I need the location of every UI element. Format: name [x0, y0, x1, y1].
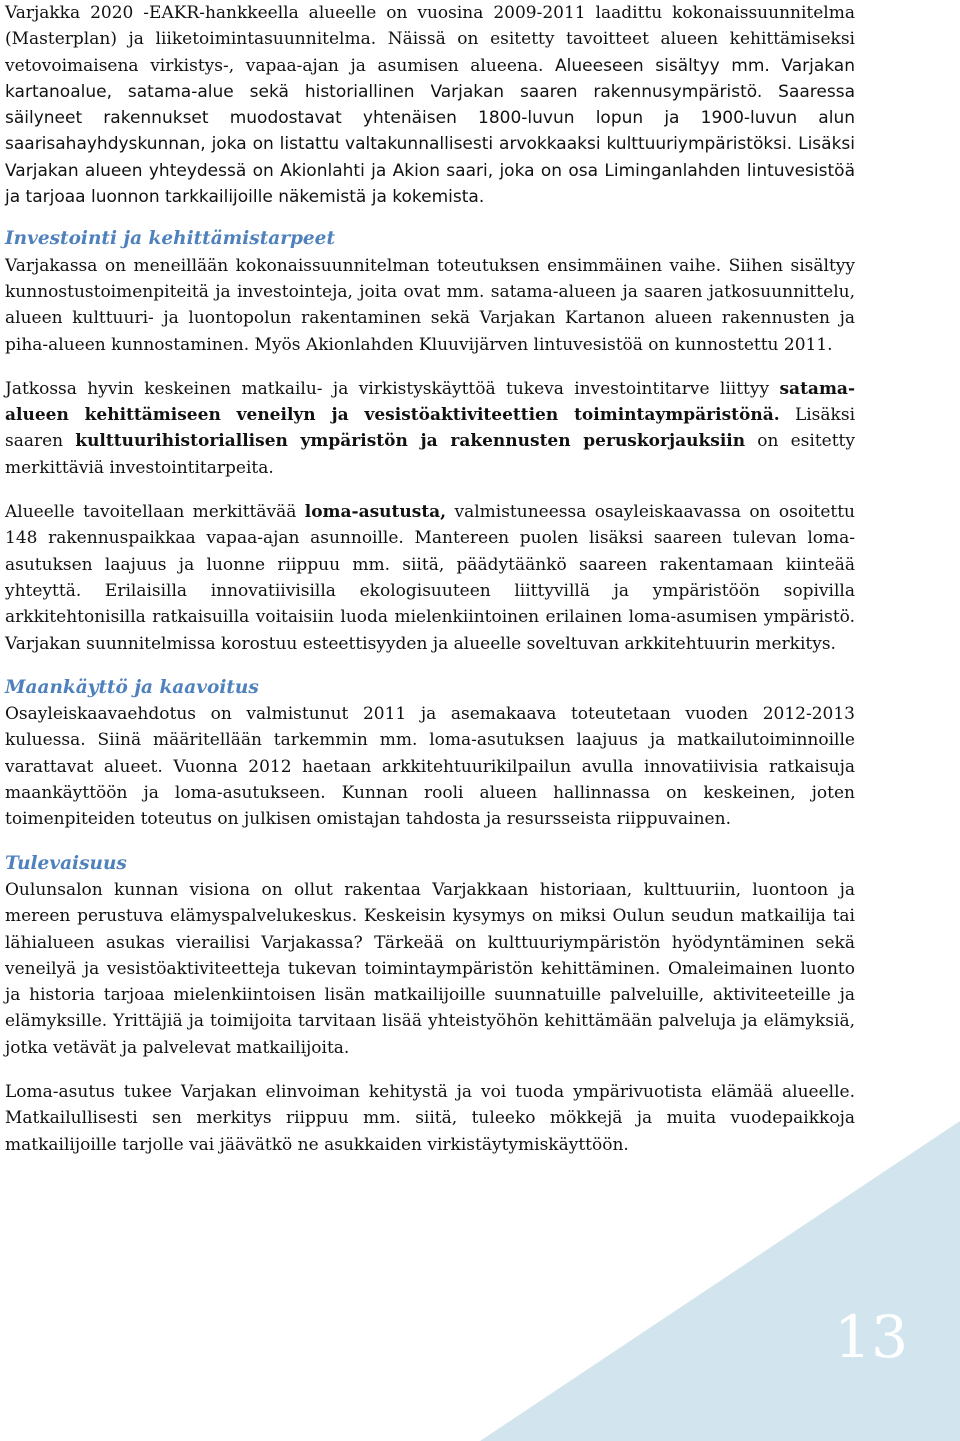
heading-tulevaisuus: Tulevaisuus: [5, 852, 127, 874]
bold-text: satama-alueen kehittämiseen veneilyn ja vesistöaktiviteettien toimintaympäristönä.: [5, 378, 855, 426]
intro-paragraph: [5, 0, 855, 210]
text-run: Lisäksi saaren: [5, 405, 856, 452]
investointi-paragraph-3: [5, 499, 855, 657]
intro-sentence-2: Alueeseen sisältyy mm. Varjakan kartanoalue, satama-alue sekä historiallinen Varjakan saaren rakennusympäristö.: [5, 55, 856, 102]
text-run: Alueelle tavoitellaan merkittävää: [5, 502, 305, 523]
heading-maankaytto: Maankäyttö ja kaavoitus: [5, 676, 259, 698]
document-body: [5, 0, 855, 1176]
intro-sentence-4: Lisäksi Varjakan alueen yhteydessä on Akionlahti ja Akion saari, joka on osa Liminganlahden lintuvesistöä ja tarjoaa luonnon tarkkailijoille näkemistä ja kokemista.: [5, 134, 856, 208]
intro-sentence-1: Varjakka 2020 -EAKR-hankkeella alueelle on vuosina 2009-2011 laadittu kokonaissuunnitelma (Masterplan) ja liiketoimintasuunnitelma. Näissä on esitetty tavoitteet alueen kehittämiseksi vetovoimaisena virkistys-, vapaa-ajan ja asumisen alueena.: [5, 3, 855, 76]
intro-sentence-3: Saaressa säilyneet rakennukset muodostavat yhtenäisen 1800-luvun lopun ja 1900-luvun alun saarisahayhdyskunnan, joka on listattu valtakunnallisesti arvokkaaksi kulttuuriympäristöksi.: [5, 81, 855, 155]
tulevaisuus-paragraph-2: Loma-asutus tukee Varjakan elinvoiman kehitystä ja voi tuoda ympärivuotista elämää alueelle. Matkailullisesti sen merkitys riippuu mm. siitä, tuleeko mökkejä ja muita vuodepaikkoja matkailijoille tarjolle vai jäävätkö ne asukkaiden virkistäytymiskäyttöön.: [5, 1081, 855, 1155]
tulevaisuus-paragraph-1: Oulunsalon kunnan visiona on ollut rakentaa Varjakkaan historiaan, kulttuuriin, luontoon ja mereen perustuva elämyspalvelukeskus. Keskeisin kysymys on miksi Oulun seudun matkailija tai lähialueen asukas vierailisi Varjakassa? Tärkeää on kulttuuriympäristön hyödyntäminen sekä veneilyä ja vesistöaktiviteetteja tukevan toimintaympäristön kehittäminen. Omaleimainen luonto ja historia tarjoaa mielenkiintoisen lisän matkailijoille suunnatuille palveluille, aktiviteeteille ja elämyksille. Yrittäjiä ja toimijoita tarvitaan lisää yhteistyöhön kehittämään palveluja ja elämyksiä, jotka vetävät ja palvelevat matkailijoita.: [5, 879, 855, 1058]
text-run: on esitetty merkittäviä investointitarpeita.: [5, 431, 855, 478]
investointi-paragraph-1: Varjakassa on meneillään kokonaissuunnitelman toteutuksen ensimmäinen vaihe. Siihen sisältyy kunnostustoimenpiteitä ja investointeja, joita ovat mm. satama-alueen ja saaren jatkosuunnittelu, alueen kulttuuri- ja luontopolun rakentaminen sekä Varjakan Kartanon alueen rakennusten ja piha-alueen kunnostaminen. Myös Akionlahden Kluuvijärven lintuvesistöä on kunnostettu 2011.: [5, 255, 855, 355]
investointi-paragraph-2: [5, 376, 855, 481]
maankaytto-paragraph: Osayleiskaavaehdotus on valmistunut 2011 ja asemakaava toteutetaan vuoden 2012-2013 kuluessa. Siinä määritellään tarkemmin mm. loma-asutuksen laajuus ja matkailutoiminnoille varattavat alueet. Vuonna 2012 haetaan arkkitehtuurikilpailun avulla innovatiivisia ratkaisuja maankäyttöön ja loma-asutukseen. Kunnan rooli alueen hallinnassa on keskeinen, joten toimenpiteiden toteutus on julkisen omistajan tahdosta ja resursseista riippuvainen.: [5, 704, 855, 830]
bold-text: kulttuurihistoriallisen ympäristön ja rakennusten peruskorjauksiin: [75, 431, 746, 452]
heading-investointi: Investointi ja kehittämistarpeet: [5, 228, 336, 250]
text-run: valmistuneessa osayleiskaavassa on osoitettu 148 rakennuspaikkaa vapaa-ajan asunnoille. Mantereen puolen lisäksi saareen tulevan loma-asutuksen laajuus ja luonne riippuu mm. siitä, päädytäänkö saareen rakentamaan kiinteää yhteyttä. Erilaisilla innovatiivisilla ekologisuuteen liittyvillä ja ympäristöön sopivilla arkkitehtonisilla ratkaisuilla voitaisiin luoda mielenkiintoinen erilainen loma-asumisen ympäristö. Varjakan suunnitelmissa korostuu esteettisyyden ja alueelle soveltuvan arkkitehtuurin merkitys.: [5, 502, 855, 654]
bold-text: loma-asutusta,: [304, 502, 447, 523]
text-run: Jatkossa hyvin keskeinen matkailu- ja virkistyskäyttöä tukeva investointitarve liittyy: [5, 378, 780, 399]
page-number: 13: [834, 1303, 908, 1371]
